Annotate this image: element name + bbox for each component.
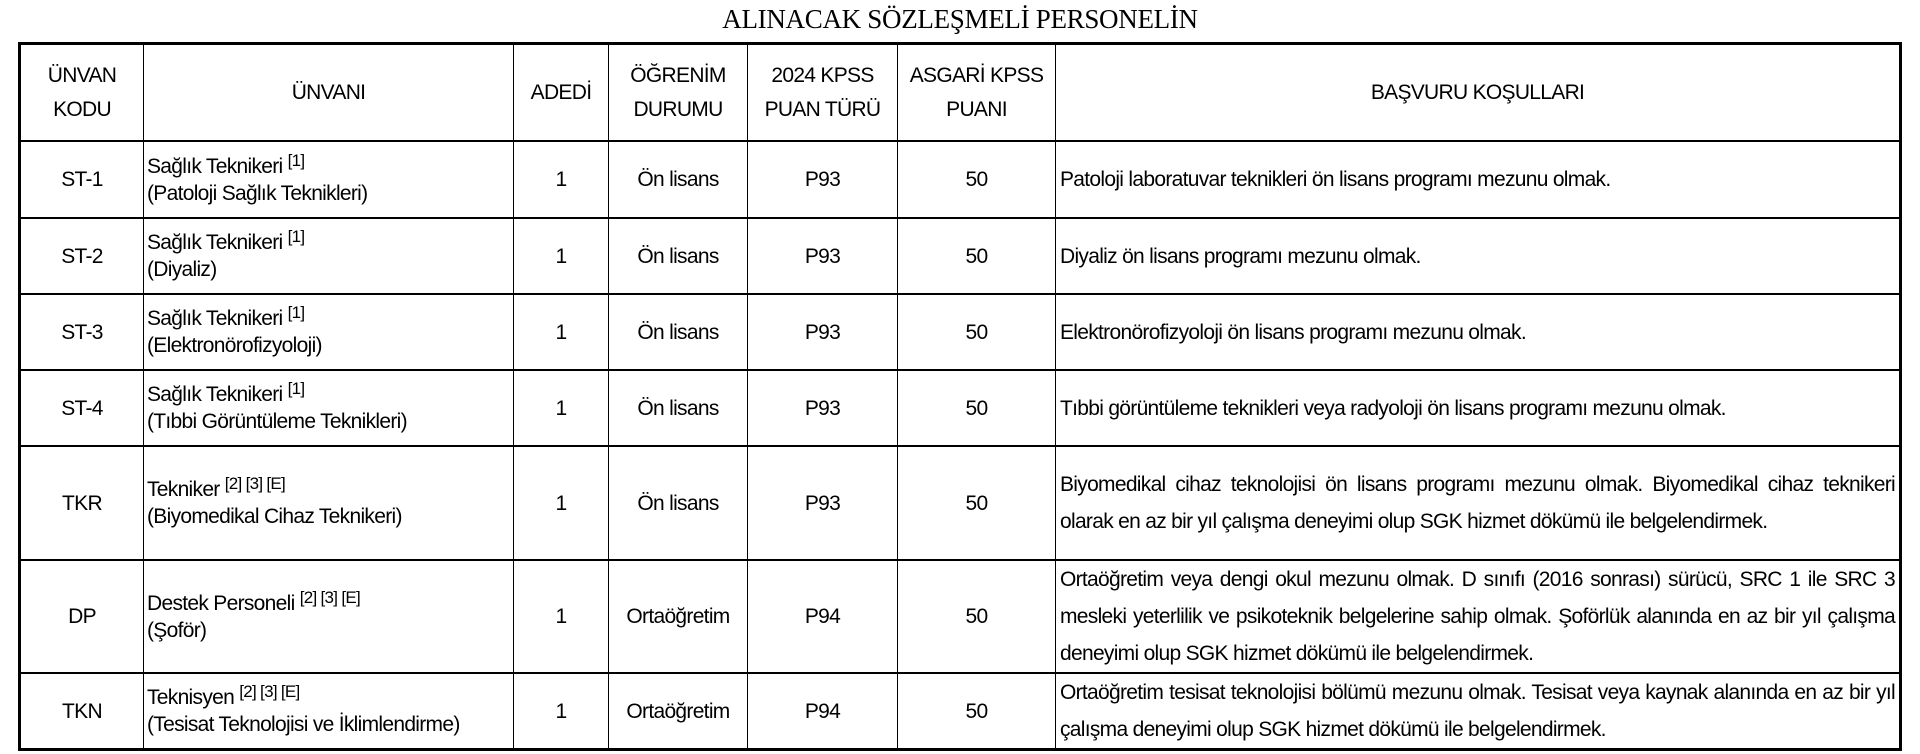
unvan-detail: (Biyomedikal Cihaz Teknikeri) [147,505,402,528]
footnote-refs: [2] [3] [E] [239,682,300,701]
cell-adet: 1 [514,218,609,294]
cell-puan-turu: P93 [748,218,898,294]
unvan-title: Sağlık Teknikeri [147,154,283,178]
unvan-title: Sağlık Teknikeri [147,383,283,406]
header-puan-turu [748,44,898,142]
cell-kosul: Tıbbi görüntüleme teknikleri veya radyoloji ön lisans programı mezunu olmak. [1056,370,1901,446]
cell-asgari: 50 [898,673,1056,750]
cell-kod: ST-4 [20,370,144,446]
cell-asgari: 50 [898,218,1056,294]
header-adet: ADEDİ [514,44,609,142]
cell-puan-turu: P93 [748,141,898,218]
cell-kod: TKN [20,673,144,750]
cell-kod: ST-3 [20,294,144,370]
cell-asgari: 50 [898,294,1056,370]
cell-kosul: Ortaöğretim veya dengi okul mezunu olmak. D sınıfı (2016 sonrası) sürücü, SRC 1 ile SRC 3 mesleki yeterlilik ve psikoteknik belgelerine sahip olmak. Şoförlük alanında en az bir yıl çalışma deneyimi olup SGK hizmet dökümü ile belgelendirmek. [1056,560,1901,673]
footnote-refs: [1] [287,379,305,398]
cell-ogrenim: Ön lisans [609,294,748,370]
cell-ogrenim: Ön lisans [609,370,748,446]
unvan-title: Destek Personeli [147,591,295,615]
header-unvan: ÜNVANI [144,44,514,142]
cell-unvan [144,673,514,750]
cell-adet: 1 [514,294,609,370]
table-row [20,673,1901,750]
footnote-refs: [2] [3] [E] [299,587,361,607]
unvan-detail: (Tıbbi Görüntüleme Teknikleri) [147,410,407,433]
cell-kosul: Patoloji laboratuvar teknikleri ön lisans programı mezunu olmak. [1056,141,1901,218]
header-asgari [898,44,1056,142]
cell-adet: 1 [514,141,609,218]
table-row [20,294,1901,370]
cell-kosul: Ortaöğretim tesisat teknolojisi bölümü mezunu olmak. Tesisat veya kaynak alanında en az bir yıl çalışma deneyimi olup SGK hizmet dökümü ile belgelendirmek. [1056,673,1901,750]
footnote-refs: [1] [287,227,305,246]
header-row [20,44,1901,142]
cell-unvan [144,560,514,673]
cell-adet: 1 [514,560,609,673]
cell-asgari: 50 [898,560,1056,673]
table-title: ALINACAK SÖZLEŞMELİ PERSONELİN [722,4,1198,34]
header-text: KODU [53,97,111,121]
cell-puan-turu: P93 [748,370,898,446]
header-kosullar: BAŞVURU KOŞULLARI [1056,44,1901,142]
cell-asgari: 50 [898,141,1056,218]
cell-ogrenim: Ortaöğretim [609,673,748,750]
unvan-title: Teknisyen [147,686,235,709]
header-text: DURUMU [633,97,723,121]
table-row [20,218,1901,294]
cell-kosul: Biyomedikal cihaz teknolojisi ön lisans programı mezunu olmak. Biyomedikal cihaz teknikeri olarak en az bir yıl çalışma deneyimi olup SGK hizmet dökümü ile belgelendirmek. [1056,446,1901,560]
unvan-title: Tekniker [147,478,220,501]
unvan-detail: (Tesisat Teknolojisi ve İklimlendirme) [147,713,460,736]
footnote-refs: [2] [3] [E] [224,474,286,493]
unvan-detail: (Şoför) [147,618,207,642]
header-text: ASGARİ KPSS [909,63,1044,87]
cell-unvan [144,370,514,446]
cell-adet: 1 [514,673,609,750]
cell-asgari: 50 [898,370,1056,446]
cell-kod: DP [20,560,144,673]
cell-kosul: Elektronörofizyoloji ön lisans programı mezunu olmak. [1056,294,1901,370]
cell-kod: TKR [20,446,144,560]
unvan-detail: (Elektronörofizyoloji) [147,334,322,357]
cell-unvan [144,446,514,560]
cell-puan-turu: P94 [748,673,898,750]
cell-unvan [144,294,514,370]
cell-asgari: 50 [898,446,1056,560]
footnote-refs: [1] [287,150,305,170]
cell-unvan [144,141,514,218]
cell-puan-turu: P94 [748,560,898,673]
cell-adet: 1 [514,446,609,560]
cell-puan-turu: P93 [748,446,898,560]
table-row [20,370,1901,446]
table-row [20,446,1901,560]
header-text: 2024 KPSS [771,63,874,87]
unvan-detail: (Diyaliz) [147,258,217,281]
cell-puan-turu: P93 [748,294,898,370]
footnote-refs: [1] [287,303,305,322]
cell-unvan [144,218,514,294]
cell-kod: ST-2 [20,218,144,294]
table-row [20,141,1901,218]
cell-ogrenim: Ön lisans [609,141,748,218]
cell-ogrenim: Ortaöğretim [609,560,748,673]
cell-ogrenim: Ön lisans [609,218,748,294]
unvan-title: Sağlık Teknikeri [147,231,283,254]
header-text: ÖĞRENİM [630,63,726,87]
header-text: PUAN TÜRÜ [764,97,881,121]
unvan-title: Sağlık Teknikeri [147,307,283,330]
header-ogrenim [609,44,748,142]
cell-kosul: Diyaliz ön lisans programı mezunu olmak. [1056,218,1901,294]
cell-ogrenim: Ön lisans [609,446,748,560]
header-text: ÜNVAN [47,63,117,87]
unvan-detail: (Patoloji Sağlık Teknikleri) [147,181,368,205]
cell-adet: 1 [514,370,609,446]
personnel-table [18,42,1902,751]
cell-kod: ST-1 [20,141,144,218]
table-row [20,560,1901,673]
header-text: PUANI [946,97,1007,121]
header-kod [20,44,144,142]
